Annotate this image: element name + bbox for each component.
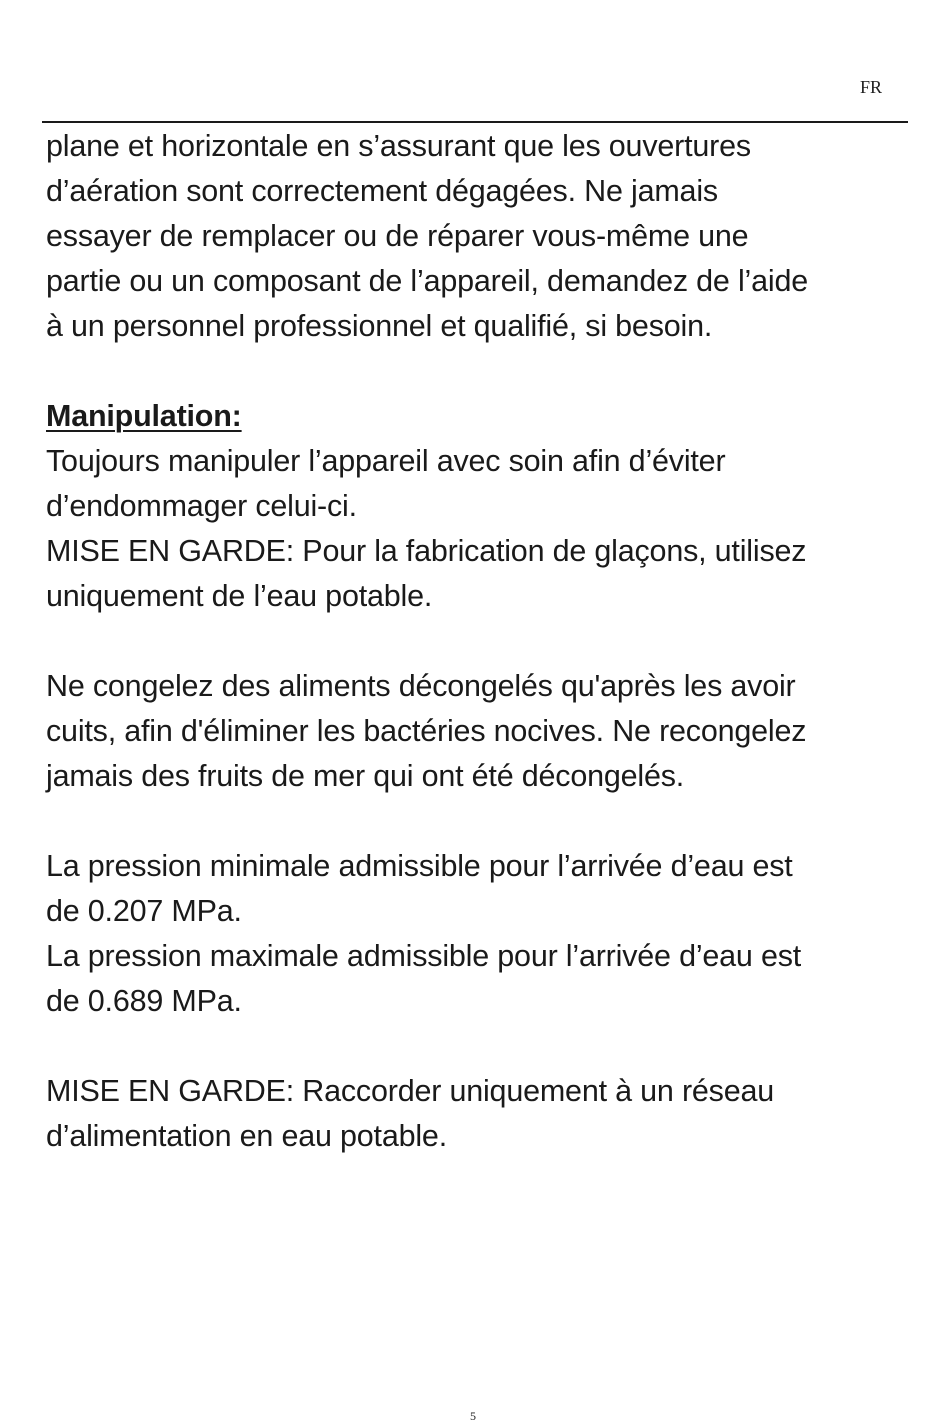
text-line: Ne congelez des aliments décongelés qu'après les avoir <box>46 669 796 703</box>
header-divider <box>42 121 908 123</box>
text-line: d’alimentation en eau potable. <box>46 1119 447 1153</box>
text-line: MISE EN GARDE: Pour la fabrication de glaçons, utilisez <box>46 534 807 568</box>
text-line: La pression minimale admissible pour l’arrivée d’eau est <box>46 849 793 883</box>
text-line: d’endommager celui-ci. <box>46 489 357 523</box>
text-line: à un personnel professionnel et qualifié, si besoin. <box>46 309 713 343</box>
text-line: MISE EN GARDE: Raccorder uniquement à un réseau <box>46 1074 775 1108</box>
text-line: plane et horizontale en s’assurant que les ouvertures <box>46 129 751 163</box>
text-line: de 0.207 MPa. <box>46 894 242 928</box>
text-line: Toujours manipuler l’appareil avec soin afin d’éviter <box>46 444 726 478</box>
text-line: cuits, afin d'éliminer les bactéries nocives. Ne recongelez <box>46 714 807 748</box>
paragraph-gap <box>46 1024 926 1069</box>
text-line: d’aération sont correctement dégagées. Ne jamais <box>46 174 718 208</box>
refreeze-paragraph <box>46 664 926 799</box>
pressure-paragraph <box>46 844 926 1024</box>
water-warning-paragraph <box>46 1069 926 1159</box>
text-line: La pression maximale admissible pour l’arrivée d’eau est <box>46 939 802 973</box>
intro-paragraph <box>46 124 926 349</box>
paragraph-gap <box>46 619 926 664</box>
language-code: FR <box>860 77 883 97</box>
page-number: 5 <box>470 1409 476 1423</box>
text-line: uniquement de l’eau potable. <box>46 579 433 613</box>
text-line: de 0.689 MPa. <box>46 984 242 1018</box>
ice-warning-paragraph <box>46 529 926 619</box>
document-body <box>46 124 926 1159</box>
paragraph-gap <box>46 799 926 844</box>
text-line: jamais des fruits de mer qui ont été décongelés. <box>46 759 685 793</box>
text-line: partie ou un composant de l’appareil, demandez de l’aide <box>46 264 808 298</box>
paragraph-gap <box>46 349 926 394</box>
manipulation-heading: Manipulation: <box>46 399 242 433</box>
text-line: essayer de remplacer ou de réparer vous-même une <box>46 219 749 253</box>
manipulation-paragraph <box>46 439 926 529</box>
